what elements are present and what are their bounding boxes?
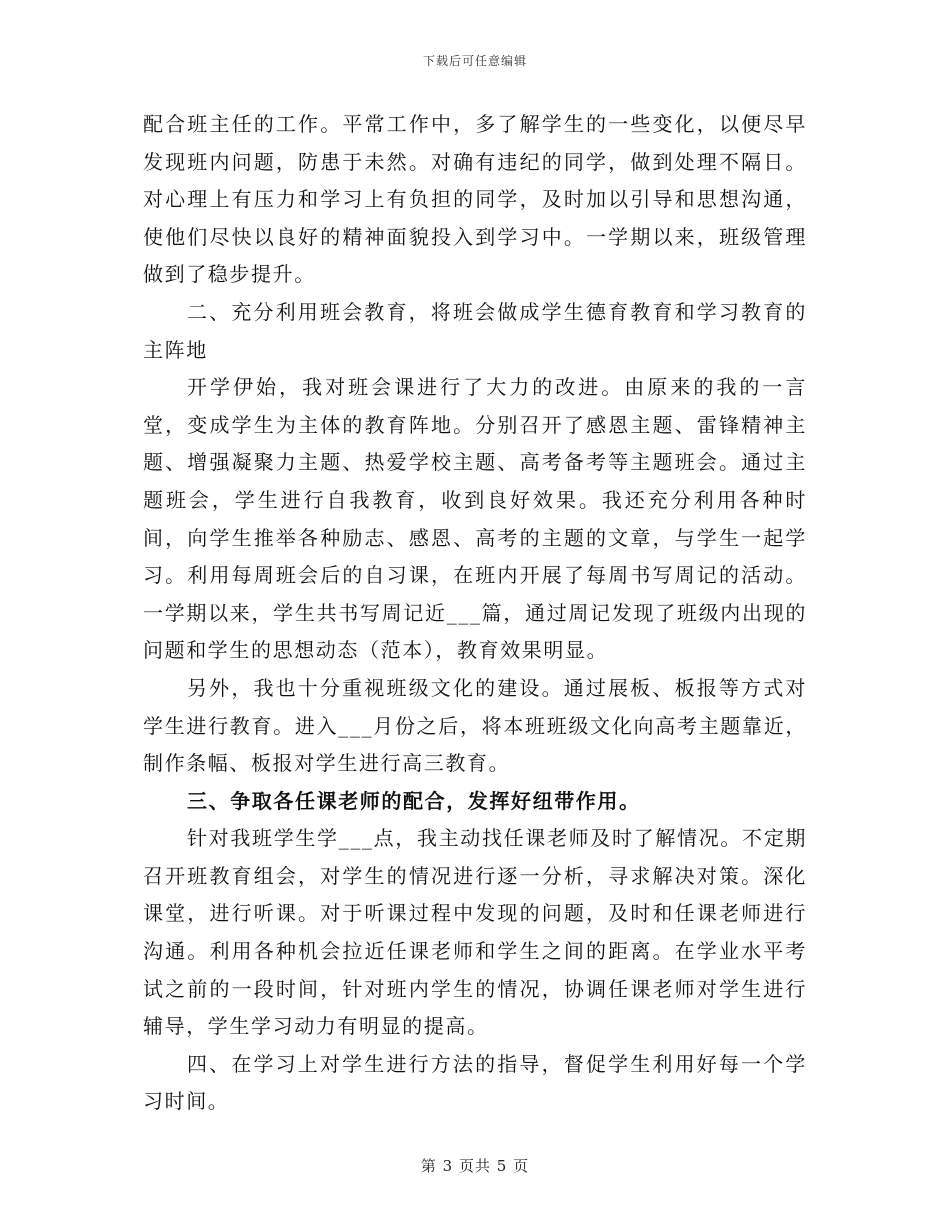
page-header: 下载后可任意编辑	[422, 54, 527, 68]
paragraph-class-meeting: 开学伊始，我对班会课进行了大力的改进。由原来的我的一言堂，变成学生为主体的教育阵地。分别召开了感恩主题、雷锋精神主题、增强凝聚力主题、热爱学校主题、高考备考等主题班会。通过主题班会，学生进行自我教育，收到良好效果。我还充分利用各种时间，向学生推举各种励志、感恩、高考的主题的文章，与学生一起学习。利用每周班会后的自习课，在班内开展了每周书写周记的活动。一学期以来，学生共书写周记近___篇，通过周记发现了班级内出现的问题和学生的思想动态（范本），教育效果明显。	[143, 375, 807, 663]
section-heading-4: 四、在学习上对学生进行方法的指导，督促学生利用好每一个学习时间。	[143, 1051, 807, 1114]
document-body	[143, 106, 807, 1121]
paragraph-continuation: 配合班主任的工作。平常工作中，多了解学生的一些变化，以便尽早发现班内问题，防患于未然。对确有违纪的同学，做到处理不隔日。对心理上有压力和学习上有负担的同学，及时加以引导和思想沟通，使他们尽快以良好的精神面貌投入到学习中。一学期以来，班级管理做到了稳步提升。	[143, 112, 807, 287]
paragraph-class-culture: 另外，我也十分重视班级文化的建设。通过展板、板报等方式对学生进行教育。进入___月份之后，将本班班级文化向高考主题靠近，制作条幅、板报对学生进行高三教育。	[143, 675, 807, 776]
section-heading-3: 三、争取各任课老师的配合，发挥好纽带作用。	[187, 788, 641, 813]
page-footer: 第 3 页共 5 页	[420, 1157, 530, 1175]
paragraph-teacher-cooperation: 针对我班学生学___点，我主动找任课老师及时了解情况。不定期召开班教育组会，对学生的情况进行逐一分析，寻求解决对策。深化课堂，进行听课。对于听课过程中发现的问题，及时和任课老师进行沟通。利用各种机会拉近任课老师和学生之间的距离。在学业水平考试之前的一段时间，针对班内学生的情况，协调任课老师对学生进行辅导，学生学习动力有明显的提高。	[143, 826, 807, 1039]
section-heading-2: 二、充分利用班会教育，将班会做成学生德育教育和学习教育的主阵地	[143, 299, 807, 362]
